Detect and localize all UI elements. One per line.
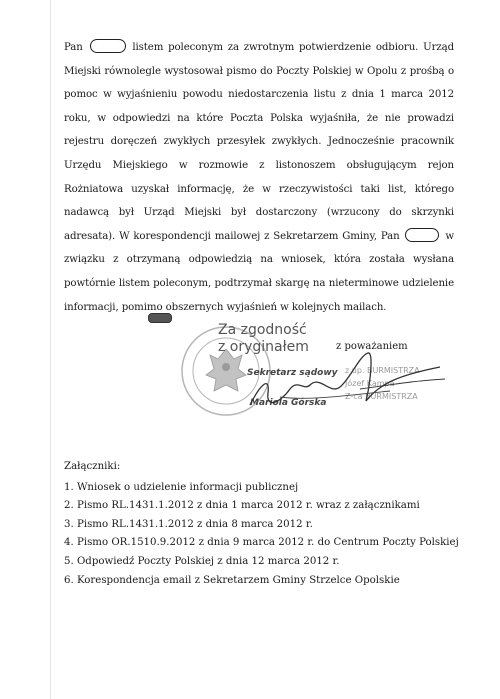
- attachment-item: 5. Odpowiedź Poczty Polskiej z dnia 12 marca 2012 r.: [64, 555, 340, 567]
- redacted-name-box-2: [405, 228, 439, 242]
- attachment-item: 2. Pismo RL.1431.1.2012 z dnia 1 marca 2012 r. wraz z załącznikami: [64, 500, 420, 512]
- redacted-name-box: [90, 39, 126, 53]
- attachment-item: 6. Korespondencja email z Sekretarzem Gminy Strzelce Opolskie: [64, 574, 400, 586]
- attachment-item: 4. Pismo OR.1510.9.2012 z dnia 9 marca 2012 r. do Centrum Poczty Polskiej: [64, 537, 459, 549]
- attachment-item: 1. Wniosek o udzielenie informacji publicznej: [64, 481, 299, 493]
- certification-line-1: Za zgodność: [218, 322, 307, 338]
- attachments-heading: Załączniki:: [64, 461, 121, 472]
- handwritten-signature-icon: [240, 345, 450, 417]
- letter-text-middle: listem poleconym za zwrotnym potwierdzenie odbioru. Urząd Miejski równolegle wystosował pismo do Poczty Polskiej w Opolu z prośbą o pomoc w wyjaśnieniu powodu niedostarczenia listu z dnia 1 marca 2012 roku, w odpowiedzi na które Poczta Polska wyjaśniła, że nie prowadzi rejestru doręczeń zwykłych przesyłek zwykłych. Jednocześnie pracownik Urzędu Miejskiego w rozmowie z listonoszem obsługującym rejon Rożniatowa uzyskał informację, że w rzeczywistości taki list, którego nadawcą był Urząd Miejski był dostarczony (wrzucony do skrzynki adresata). W korespondencji mailowej z Sekretarzem Gminy, Pan: [64, 42, 455, 242]
- stamp-line-2: Józef Kampa: [345, 379, 395, 388]
- attachments-section: [64, 458, 459, 590]
- letter-body: [64, 36, 454, 319]
- certification-line-2: z oryginałem: [218, 339, 309, 355]
- letter-text-end: w związku z otrzymaną odpowiedzią na wniosek, która została wysłana powtórnie listem poleconym, podtrzymał skargę na nieterminowe udzielenie informacji, pomimo obszernych wyjaśnień w kolejnych mailach.: [64, 230, 454, 313]
- attachment-item: 3. Pismo RL.1431.1.2012 z dnia 8 marca 2012 r.: [64, 518, 313, 530]
- stamp-line-1: z up. BURMISTRZA: [345, 366, 420, 375]
- letter-text-start: Pan: [64, 42, 83, 53]
- redaction-mark: [148, 313, 172, 323]
- clerk-title: Sekretarz sądowy: [247, 368, 338, 378]
- clerk-name: Mariola Górska: [250, 398, 327, 408]
- scan-margin-line: [50, 0, 51, 699]
- stamp-line-3: Z-ca BURMISTRZA: [345, 392, 418, 401]
- regards-text: z poważaniem: [336, 341, 408, 352]
